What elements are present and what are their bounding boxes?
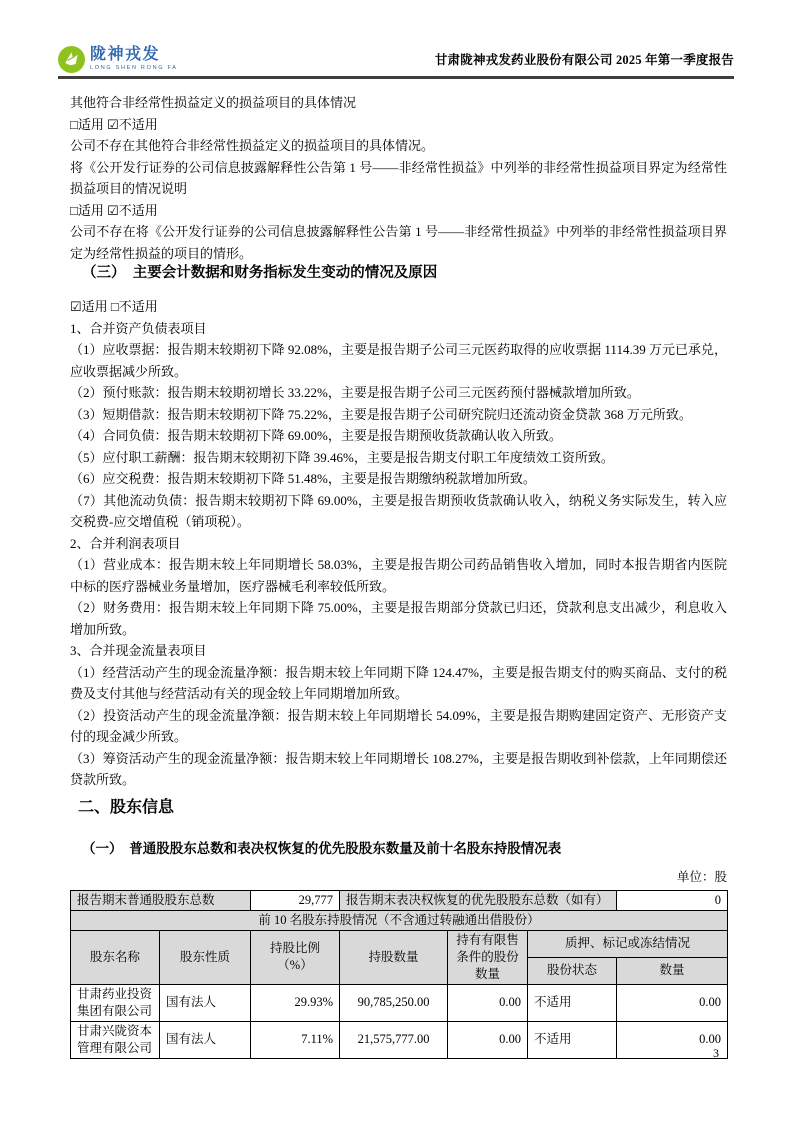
shareholder-pledge-qty: 0.00 bbox=[617, 1021, 728, 1058]
logo-english-name: LONG SHEN RONG FA bbox=[90, 64, 178, 71]
shareholder-pledge-qty: 0.00 bbox=[617, 984, 728, 1021]
table-row-top10-title bbox=[71, 910, 728, 930]
body-paragraph: 公司不存在将《公开发行证券的公司信息披露解释性公告第 1 号——非经常性损益》中列举的非经常性损益项目界定为经常性损益的项目的情形。 bbox=[70, 224, 727, 261]
body-paragraph: 1、合并资产负债表项目 bbox=[70, 320, 207, 336]
body-paragraph: 将《公开发行证券的公司信息披露解释性公告第 1 号——非经常性损益》中列举的非经常性损益项目界定为经常性损益项目的情况说明 bbox=[70, 159, 727, 196]
body-paragraph: 3、合并现金流量表项目 bbox=[70, 643, 207, 658]
col-header-pledge-status: 股份状态 bbox=[528, 957, 617, 984]
document-body bbox=[70, 92, 727, 1059]
body-paragraph: （1）应收票据：报告期末较期初下降 92.08%，主要是报告期子公司三元医药取得的应收票据 1114.39 万元已承兑，应收票据减少所致。 bbox=[70, 342, 727, 379]
body-paragraph: （1）营业成本：报告期末较上年同期增长 58.03%，主要是报告期公司药品销售收入增加，同时本报告期省内医院中标的医疗器械业务量增加，医疗器械毛利率较低所致。 bbox=[70, 557, 727, 594]
company-logo bbox=[58, 46, 178, 73]
shareholder-restricted: 0.00 bbox=[448, 984, 528, 1021]
col-header-pledge-qty: 数量 bbox=[617, 957, 728, 984]
applicability-line: ☑适用 □不适用 bbox=[70, 299, 158, 314]
shareholder-nature: 国有法人 bbox=[160, 984, 251, 1021]
applicability-line: □适用 ☑不适用 bbox=[70, 202, 158, 218]
shareholder-table bbox=[70, 890, 728, 1059]
body-paragraph: 其他符合非经常性损益定义的损益项目的具体情况 bbox=[70, 95, 357, 110]
body-paragraph: （1）经营活动产生的现金流量净额：报告期末较上年同期下降 124.47%，主要是报告期支付的购买商品、支付的税费及支付其他与经营活动有关的现金较上年同期增加所致。 bbox=[70, 664, 727, 701]
col-header-nature: 股东性质 bbox=[160, 930, 251, 984]
col-header-shares: 持股数量 bbox=[340, 930, 448, 984]
col-header-restricted: 持有有限售条件的股份数量 bbox=[448, 930, 528, 984]
body-paragraph: （5）应付职工薪酬：报告期末较期初下降 39.46%，主要是报告期支付职工年度绩效工资所致。 bbox=[70, 449, 614, 465]
page-number: 3 bbox=[713, 1046, 719, 1060]
section-heading-3: （三） 主要会计数据和财务指标发生变动的情况及原因 bbox=[82, 265, 438, 281]
body-paragraph: （2）投资活动产生的现金流量净额：报告期末较上年同期增长 54.09%，主要是报告期购建固定资产、无形资产支付的现金减少所致。 bbox=[70, 707, 727, 744]
body-paragraph: （3）短期借款：报告期末较期初下降 75.22%，主要是报告期子公司研究院归还流动资金贷款 368 万元所致。 bbox=[70, 406, 692, 422]
body-paragraph: （7）其他流动负债：报告期末较期初下降 69.00%，主要是报告期预收货款确认收入，纳税义务实际发生，转入应交税费-应交增值税（销项税）。 bbox=[70, 492, 727, 529]
shareholder-shares: 90,785,250.00 bbox=[340, 984, 448, 1021]
col-header-ratio bbox=[251, 930, 340, 984]
subsection-heading-top10: （一） 普通股股东总数和表决权恢复的优先股股东数量及前十名股东持股情况表 bbox=[82, 840, 562, 856]
body-paragraph: （4）合同负债：报告期末较期初下降 69.00%，主要是报告期预收货款确认收入所致。 bbox=[70, 428, 562, 443]
common-shareholders-value: 29,777 bbox=[251, 890, 340, 910]
logo-chinese-name: 陇神戎发 bbox=[90, 46, 161, 63]
col-header-pledge-group: 质押、标记或冻结情况 bbox=[528, 930, 728, 957]
body-paragraph: 公司不存在其他符合非经常性损益定义的损益项目的具体情况。 bbox=[70, 138, 435, 153]
body-paragraph: 2、合并利润表项目 bbox=[70, 535, 181, 551]
shareholder-pledge-status: 不适用 bbox=[528, 1021, 617, 1058]
table-row-summary bbox=[71, 890, 728, 910]
shareholder-nature: 国有法人 bbox=[160, 1021, 251, 1058]
col-header-ratio-line1: 持股比例 bbox=[270, 941, 321, 955]
page-header bbox=[58, 42, 734, 79]
logo-bird-icon bbox=[58, 46, 85, 73]
shareholder-name: 甘肃兴陇资本管理有限公司 bbox=[71, 1021, 160, 1058]
col-header-name: 股东名称 bbox=[71, 930, 160, 984]
unit-label: 单位：股 bbox=[676, 869, 727, 884]
shareholder-name: 甘肃药业投资集团有限公司 bbox=[71, 984, 160, 1021]
top10-title: 前 10 名股东持股情况（不含通过转融通出借股份） bbox=[71, 910, 728, 930]
logo-wordmark bbox=[90, 47, 178, 71]
body-paragraph: （2）预付账款：报告期末较期初增长 33.22%，主要是报告期子公司三元医药预付器械款增加所致。 bbox=[70, 385, 640, 400]
body-paragraph: （3）筹资活动产生的现金流量净额：报告期末较上年同期增长 108.27%，主要是报告期收到补偿款，上年同期偿还贷款所致。 bbox=[70, 750, 727, 787]
shareholder-ratio: 29.93% bbox=[251, 984, 340, 1021]
body-paragraph: （6）应交税费：报告期末较期初下降 51.48%，主要是报告期缴纳税款增加所致。 bbox=[70, 471, 536, 486]
shareholder-pledge-status: 不适用 bbox=[528, 984, 617, 1021]
table-row-shareholder-2 bbox=[71, 1021, 728, 1058]
section-heading-shareholders: 二、股东信息 bbox=[78, 798, 175, 816]
shareholder-restricted: 0.00 bbox=[448, 1021, 528, 1058]
common-shareholders-label: 报告期末普通股股东总数 bbox=[71, 890, 251, 910]
preferred-shareholders-label: 报告期末表决权恢复的优先股股东总数（如有） bbox=[340, 890, 617, 910]
applicability-line: □适用 ☑不适用 bbox=[70, 116, 158, 132]
shareholder-ratio: 7.11% bbox=[251, 1021, 340, 1058]
preferred-shareholders-value: 0 bbox=[617, 890, 728, 910]
col-header-ratio-line2: （%） bbox=[277, 958, 313, 972]
report-title: 甘肃陇神戎发药业股份有限公司 2025 年第一季度报告 bbox=[434, 53, 734, 67]
table-row-shareholder-1 bbox=[71, 984, 728, 1021]
shareholder-shares: 21,575,777.00 bbox=[340, 1021, 448, 1058]
table-header-row bbox=[71, 930, 728, 957]
body-paragraph: （2）财务费用：报告期末较上年同期下降 75.00%，主要是报告期部分贷款已归还，贷款利息支出减少，利息收入增加所致。 bbox=[70, 600, 727, 637]
